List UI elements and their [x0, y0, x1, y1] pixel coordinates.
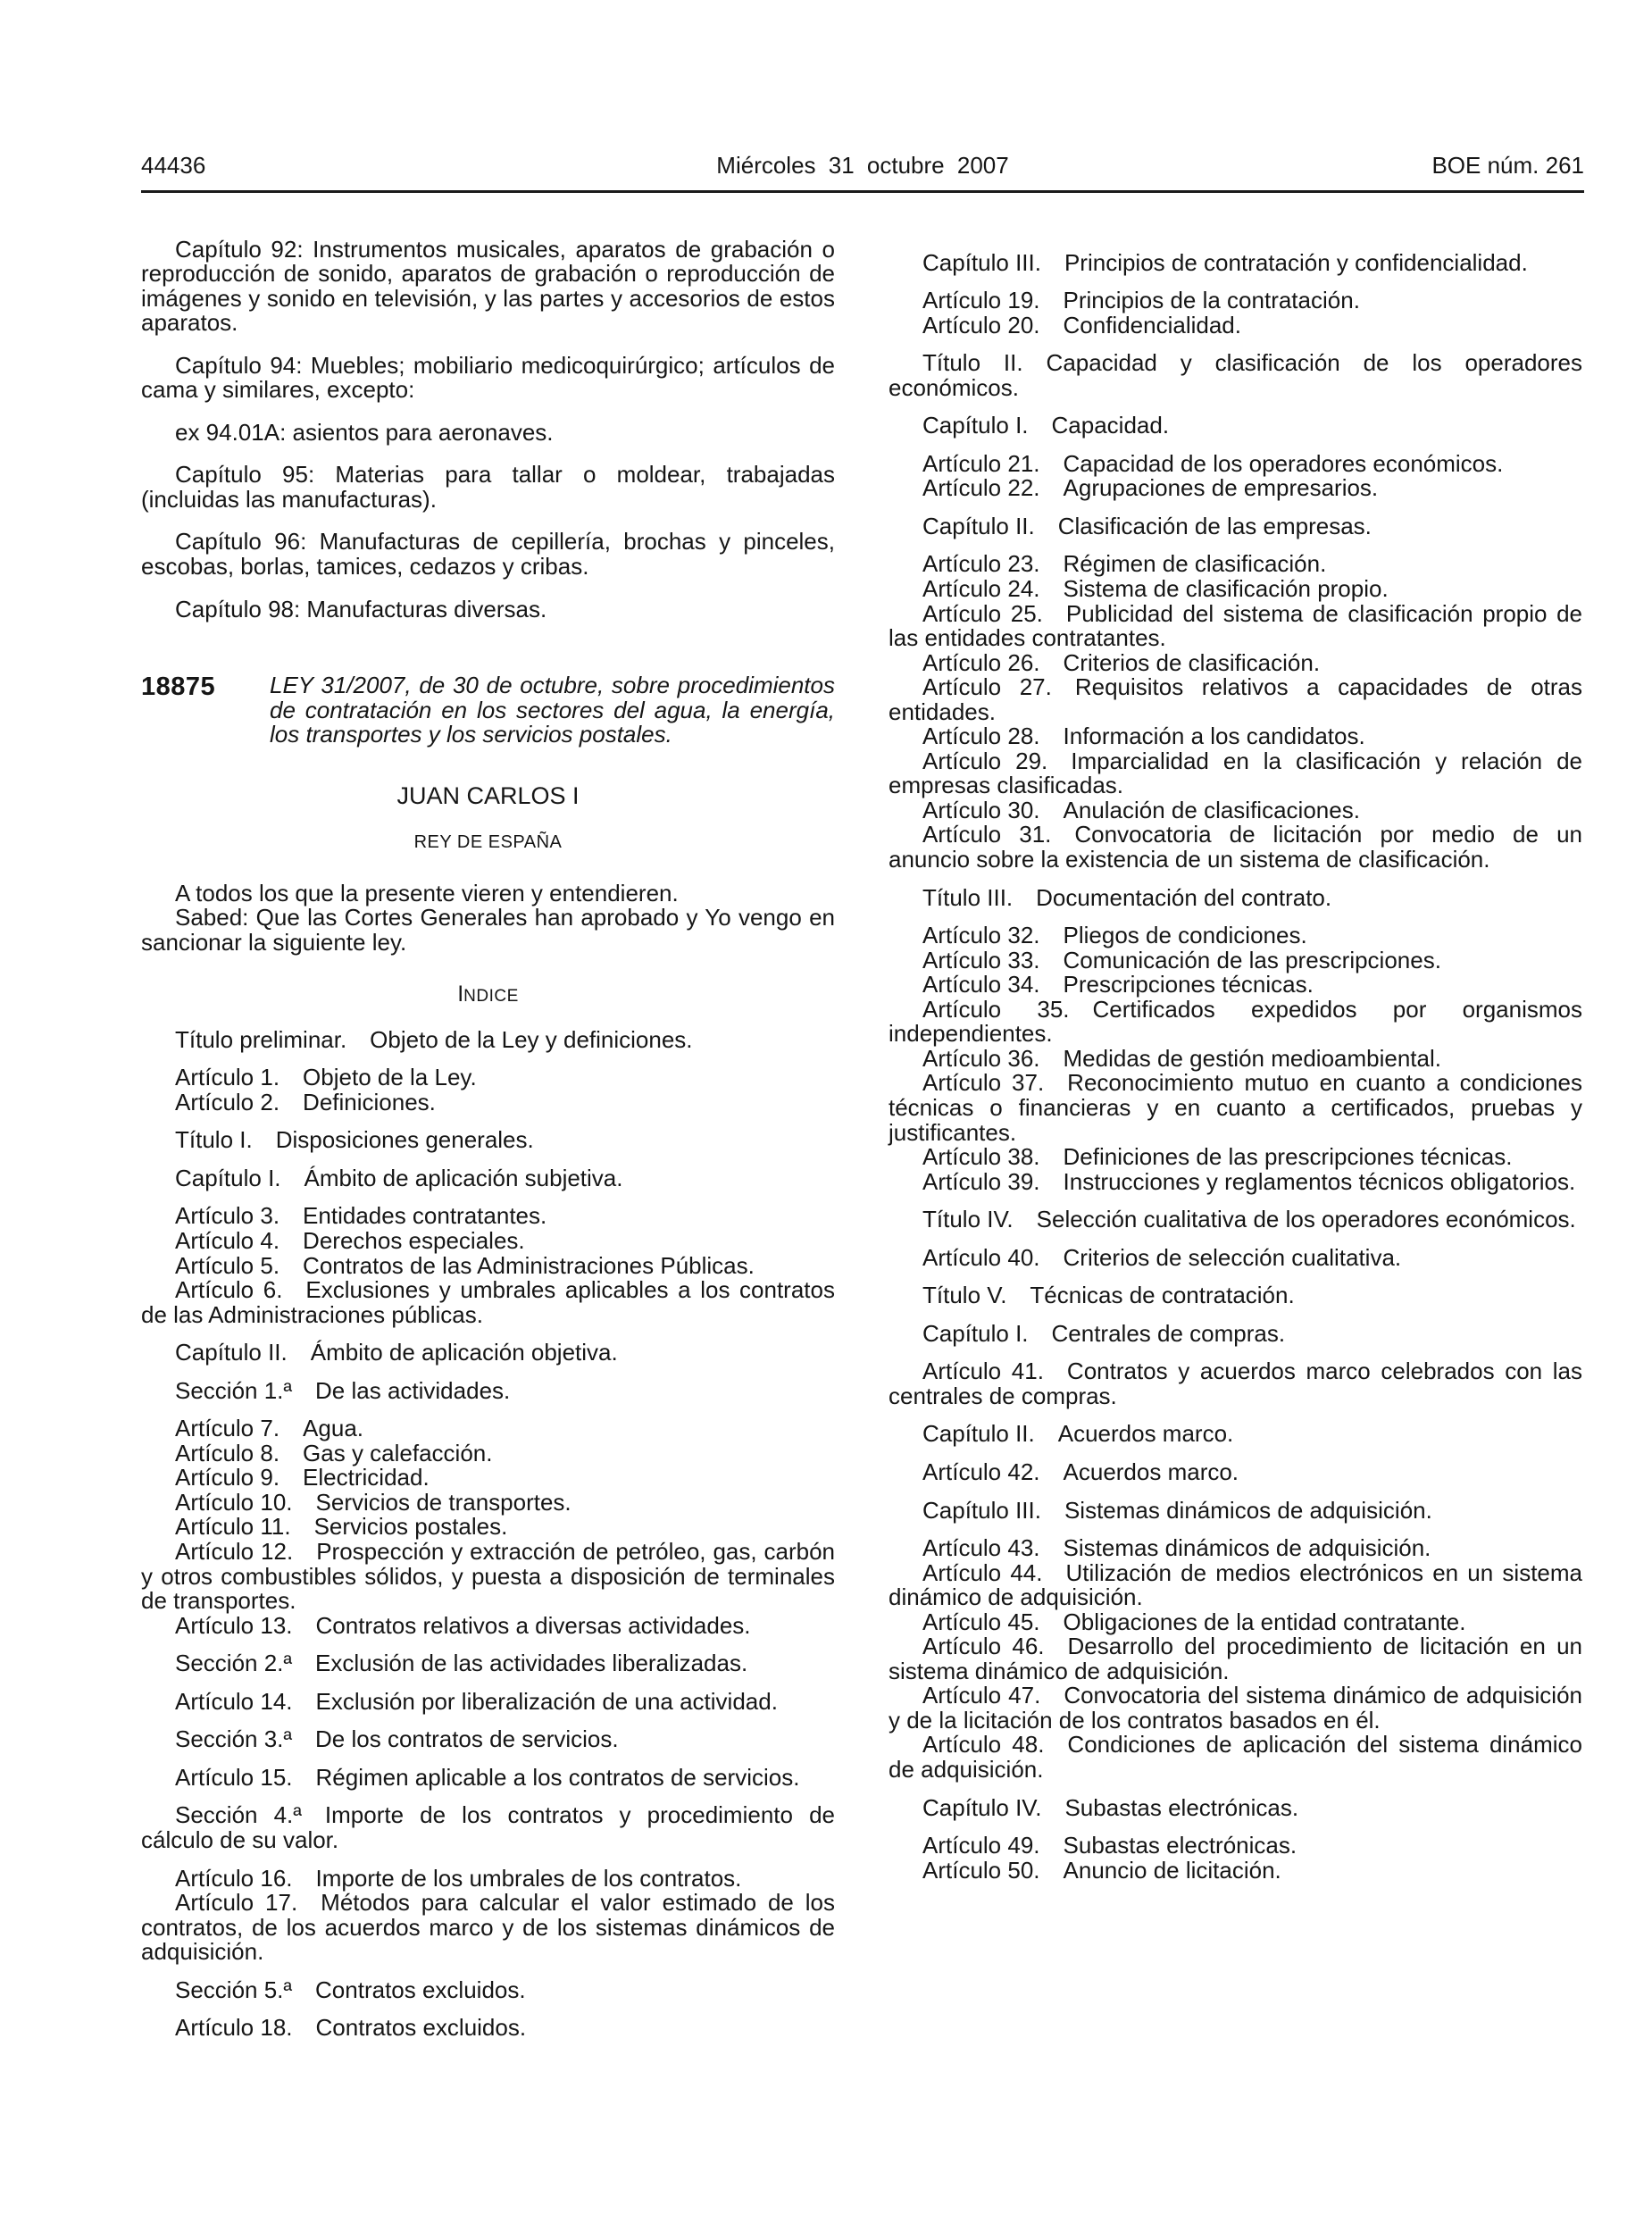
index-entry: Artículo 1. Objeto de la Ley. — [175, 1064, 477, 1091]
content-columns — [141, 235, 1584, 2042]
index-entry: Título IV. Selección cualitativa de los operadores económicos. — [922, 1206, 1576, 1233]
index-entry: Artículo 47. Convocatoria del sistema dinámico de adquisición y de la licitación de los contratos basados en él. — [889, 1682, 1582, 1734]
index-entry: Artículo 2. Definiciones. — [175, 1088, 436, 1115]
index-entry: Artículo 43. Sistemas dinámicos de adquisición. — [922, 1534, 1431, 1562]
index-entry: Artículo 5. Contratos de las Administraciones Públicas. — [175, 1251, 755, 1279]
index-heading — [141, 982, 835, 1007]
index-entry: Artículo 50. Anuncio de licitación. — [922, 1856, 1281, 1884]
index-entry: Sección 3.ª De los contratos de servicios. — [175, 1725, 619, 1753]
index-entry: Capítulo III. Sistemas dinámicos de adquisición. — [922, 1496, 1432, 1524]
intro-paragraph: Capítulo 94: Muebles; mobiliario medicoquirúrgico; artículos de cama y similares, excepto: — [141, 351, 835, 404]
index-entry: Capítulo II. Clasificación de las empresas. — [922, 512, 1372, 539]
preamble-paragraph: Sabed: Que las Cortes Generales han aprobado y Yo vengo en sancionar la siguiente ley. — [141, 904, 835, 956]
index-entry: Título V. Técnicas de contratación. — [922, 1282, 1295, 1309]
index-entry: Título I. Disposiciones generales. — [175, 1126, 534, 1154]
index-entry: Artículo 14. Exclusión por liberalización de una actividad. — [175, 1687, 778, 1715]
index-entry: Capítulo IV. Subastas electrónicas. — [922, 1793, 1299, 1821]
index-entry: Artículo 49. Subastas electrónicas. — [922, 1832, 1297, 1859]
index-list-right — [889, 248, 1582, 1884]
index-entry: Sección 2.ª Exclusión de las actividades liberalizadas. — [175, 1650, 748, 1677]
index-entry: Artículo 6. Exclusiones y umbrales aplicables a los contratos de las Administraciones públicas. — [141, 1276, 835, 1328]
index-entry: Capítulo I. Centrales de compras. — [922, 1319, 1286, 1347]
index-entry: Artículo 10. Servicios de transportes. — [175, 1488, 572, 1516]
index-entry: Artículo 3. Entidades contratantes. — [175, 1202, 547, 1230]
index-entry: Artículo 12. Prospección y extracción de petróleo, gas, carbón y otros combustibles sólidos, y puesta a disposición de terminales de transportes. — [141, 1538, 835, 1615]
intro-paragraph: Capítulo 96: Manufacturas de cepillería, brochas y pinceles, escobas, borlas, tamices, cedazos y cribas. — [141, 528, 835, 581]
page-header — [141, 154, 1584, 179]
index-entry: Título II. Capacidad y clasificación de los operadores económicos. — [889, 349, 1582, 401]
left-column — [141, 235, 835, 2042]
index-entry: Sección 5.ª Contratos excluidos. — [175, 1976, 526, 2003]
index-entry: Sección 4.ª Importe de los contratos y procedimiento de cálculo de su valor. — [141, 1801, 835, 1853]
index-entry: Artículo 31. Convocatoria de licitación por medio de un anuncio sobre la existencia de un sistema de clasificación. — [889, 821, 1582, 873]
page-number: 44436 — [141, 152, 206, 179]
issue-number: BOE núm. 261 — [1431, 152, 1585, 179]
index-entry: Artículo 39. Instrucciones y reglamentos técnicos obligatorios. — [922, 1167, 1576, 1195]
index-entry: Título preliminar. Objeto de la Ley y definiciones. — [175, 1025, 693, 1053]
index-entry: Artículo 17. Métodos para calcular el valor estimado de los contratos, de los acuerdos marco y de los sistemas dinámicos de adquisición. — [141, 1889, 835, 1966]
index-entry: Artículo 27. Requisitos relativos a capacidades de otras entidades. — [889, 673, 1582, 725]
index-entry: Artículo 9. Electricidad. — [175, 1464, 430, 1491]
index-heading-rest: NDICE — [463, 987, 519, 1007]
index-entry: Artículo 44. Utilización de medios electrónicos en un sistema dinámico de adquisición. — [889, 1558, 1582, 1611]
index-entry: Artículo 30. Anulación de clasificaciones. — [922, 796, 1360, 823]
law-title: LEY 31/2007, de 30 de octubre, sobre procedimientos de contratación en los sectores del agua, la energía, los transportes y los servicios postales. — [270, 672, 835, 748]
index-entry: Artículo 23. Régimen de clasificación. — [922, 550, 1327, 578]
index-entry: Artículo 46. Desarrollo del procedimiento de licitación en un sistema dinámico de adquisición. — [889, 1633, 1582, 1684]
intro-paragraph-list — [141, 235, 835, 622]
index-entry: Capítulo II. Ámbito de aplicación objetiva. — [175, 1339, 618, 1366]
intro-paragraph: Capítulo 98: Manufacturas diversas. — [175, 595, 547, 622]
index-entry: Artículo 42. Acuerdos marco. — [922, 1458, 1239, 1485]
index-entry: Capítulo II. Acuerdos marco. — [922, 1420, 1234, 1448]
index-entry: Artículo 45. Obligaciones de la entidad contratante. — [922, 1608, 1466, 1635]
index-entry: Artículo 25. Publicidad del sistema de clasificación propio de las entidades contratantes. — [889, 599, 1582, 652]
law-entry — [141, 673, 835, 748]
index-entry: Artículo 18. Contratos excluidos. — [175, 2014, 527, 2042]
right-column — [889, 238, 1582, 2041]
index-entry: Artículo 19. Principios de la contratación. — [922, 287, 1360, 314]
page-date: Miércoles 31 octubre 2007 — [716, 152, 1009, 179]
intro-paragraph: ex 94.01A: asientos para aeronaves. — [175, 418, 554, 446]
intro-paragraph: Capítulo 92: Instrumentos musicales, aparatos de grabación o reproducción de sonido, aparatos de grabación o reproducción de imágenes y sonido en televisión, y las partes y accesorios de estos aparatos. — [141, 235, 835, 337]
index-entry: Artículo 48. Condiciones de aplicación del sistema dinámico de adquisición. — [889, 1731, 1582, 1783]
index-entry: Artículo 24. Sistema de clasificación propio. — [922, 575, 1389, 603]
index-heading-initial: I — [457, 982, 464, 1007]
index-entry: Artículo 4. Derechos especiales. — [175, 1227, 525, 1255]
index-list-left — [141, 1025, 835, 2042]
law-reference-number: 18875 — [141, 673, 216, 702]
index-entry: Artículo 8. Gas y calefacción. — [175, 1439, 493, 1466]
index-entry: Artículo 33. Comunicación de las prescripciones. — [922, 946, 1441, 973]
index-entry: Artículo 29. Imparcialidad en la clasificación y relación de empresas clasificadas. — [889, 747, 1582, 799]
index-entry: Artículo 15. Régimen aplicable a los contratos de servicios. — [175, 1763, 800, 1791]
intro-paragraph: Capítulo 95: Materias para tallar o moldear, trabajadas (incluidas las manufacturas). — [141, 461, 835, 513]
index-entry: Artículo 11. Servicios postales. — [175, 1513, 508, 1541]
index-entry: Artículo 41. Contratos y acuerdos marco celebrados con las centrales de compras. — [889, 1358, 1582, 1409]
index-entry: Artículo 21. Capacidad de los operadores económicos. — [922, 449, 1504, 477]
preamble — [141, 881, 835, 956]
index-entry: Artículo 22. Agrupaciones de empresarios. — [922, 474, 1379, 502]
index-entry: Capítulo I. Ámbito de aplicación subjetiva. — [175, 1164, 623, 1191]
royal-subheading: REY DE ESPAÑA — [413, 832, 563, 853]
header-rule — [141, 190, 1584, 193]
index-entry: Artículo 20. Confidencialidad. — [922, 311, 1241, 338]
index-entry: Artículo 28. Información a los candidatos. — [922, 723, 1365, 750]
index-entry: Artículo 40. Criterios de selección cualitativa. — [922, 1243, 1402, 1271]
royal-heading: JUAN CARLOS I — [396, 781, 580, 809]
index-entry: Artículo 32. Pliegos de condiciones. — [922, 922, 1307, 949]
index-entry: Capítulo I. Capacidad. — [922, 412, 1170, 439]
index-entry: Artículo 16. Importe de los umbrales de los contratos. — [175, 1864, 742, 1892]
preamble-paragraph: A todos los que la presente vieren y entendieren. — [175, 879, 679, 906]
index-entry: Artículo 37. Reconocimiento mutuo en cuanto a condiciones técnicas o financieras y en cuanto a certificados, pruebas y justificantes. — [889, 1069, 1582, 1146]
index-entry: Artículo 7. Agua. — [175, 1415, 363, 1442]
index-entry: Artículo 13. Contratos relativos a diversas actividades. — [175, 1611, 751, 1639]
index-entry: Artículo 26. Criterios de clasificación. — [922, 648, 1321, 676]
index-entry: Capítulo III. Principios de contratación y confidencialidad. — [922, 248, 1528, 276]
index-entry: Artículo 36. Medidas de gestión medioambiental. — [922, 1044, 1441, 1072]
index-entry: Título III. Documentación del contrato. — [922, 883, 1332, 911]
index-entry: Artículo 35. Certificados expedidos por organismos independientes. — [889, 995, 1582, 1048]
index-entry: Artículo 34. Prescripciones técnicas. — [922, 971, 1314, 998]
index-entry: Sección 1.ª De las actividades. — [175, 1376, 511, 1404]
index-entry: Artículo 38. Definiciones de las prescripciones técnicas. — [922, 1143, 1513, 1171]
